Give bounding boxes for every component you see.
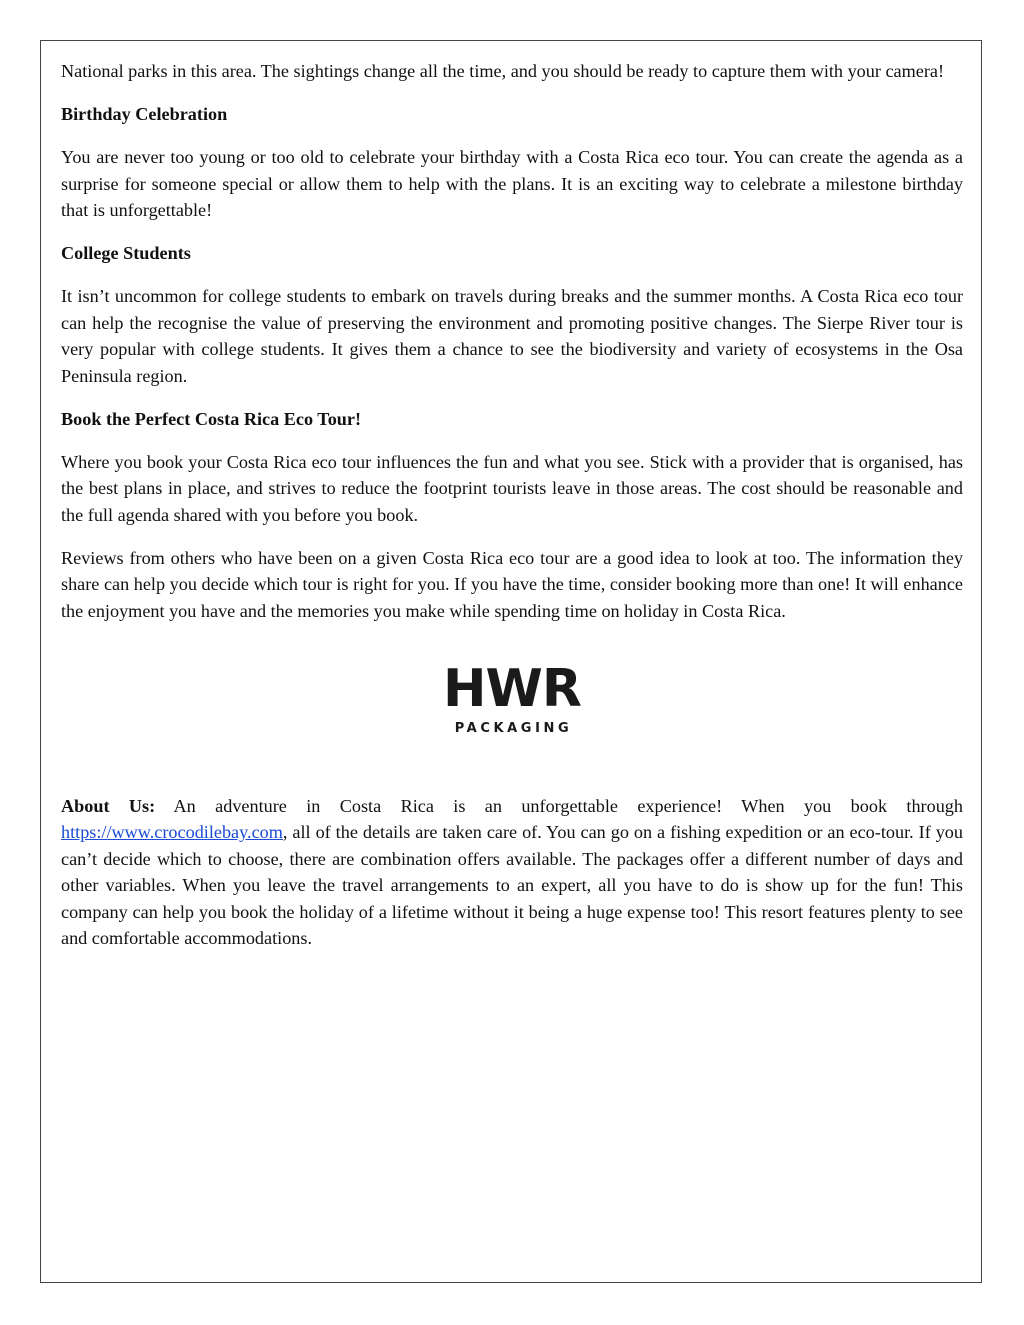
section-heading-birthday: Birthday Celebration bbox=[61, 104, 228, 124]
logo-sub-text: PACKAGING bbox=[454, 721, 573, 736]
logo-main-text: HWR bbox=[443, 659, 581, 719]
about-lead-text: An adventure in Costa Rica is an unforgettable experience! When you book through bbox=[155, 795, 963, 816]
crocodilebay-link[interactable]: https://www.crocodilebay.com bbox=[61, 822, 283, 842]
document-content bbox=[61, 58, 963, 968]
about-paragraph bbox=[61, 793, 963, 952]
book-tour-paragraph-1: Where you book your Costa Rica eco tour influences the fun and what you see. Stick with a provider that is organised, has the best plans in place, and strives to reduce the footprint tourists leave in those areas. The cost should be reasonable and the full agenda shared with you before you book. bbox=[61, 451, 963, 525]
section-heading-college: College Students bbox=[61, 243, 191, 263]
intro-paragraph: National parks in this area. The sightings change all the time, and you should be ready to capture them with your camera! bbox=[61, 61, 945, 81]
section-heading-book-tour: Book the Perfect Costa Rica Eco Tour! bbox=[61, 408, 362, 429]
book-tour-paragraph-2: Reviews from others who have been on a given Costa Rica eco tour are a good idea to look at too. The information they share can help you decide which tour is right for you. If you have the time, consider booking more than one! It will enhance the enjoyment you have and the memories you make while spending time on holiday in Costa Rica. bbox=[61, 547, 963, 621]
college-paragraph: It isn’t uncommon for college students to embark on travels during breaks and the summer months. A Costa Rica eco tour can help the recognise the value of preserving the environment and promoting positive changes. The Sierpe River tour is very popular with college students. It gives them a chance to see the biodiversity and variety of ecosystems in the Osa Peninsula region. bbox=[61, 286, 963, 386]
hwr-packaging-logo bbox=[437, 659, 587, 743]
about-rest-text: , all of the details are taken care of. You can go on a fishing expedition or an eco-tour. If you can’t decide which to choose, there are combination offers available. The packages offer a different number of days and other variables. When you leave the travel arrangements to an expert, all you have to do is show up for the fun! This company can help you book the holiday of a lifetime without it being a huge expense too! This resort features plenty to see and comfortable accommodations. bbox=[61, 822, 963, 948]
birthday-paragraph: You are never too young or too old to celebrate your birthday with a Costa Rica eco tour. You can create the agenda as a surprise for someone special or allow them to help with the plans. It is an exciting way to celebrate a milestone birthday that is unforgettable! bbox=[61, 147, 963, 220]
about-label: About Us: bbox=[61, 795, 156, 816]
